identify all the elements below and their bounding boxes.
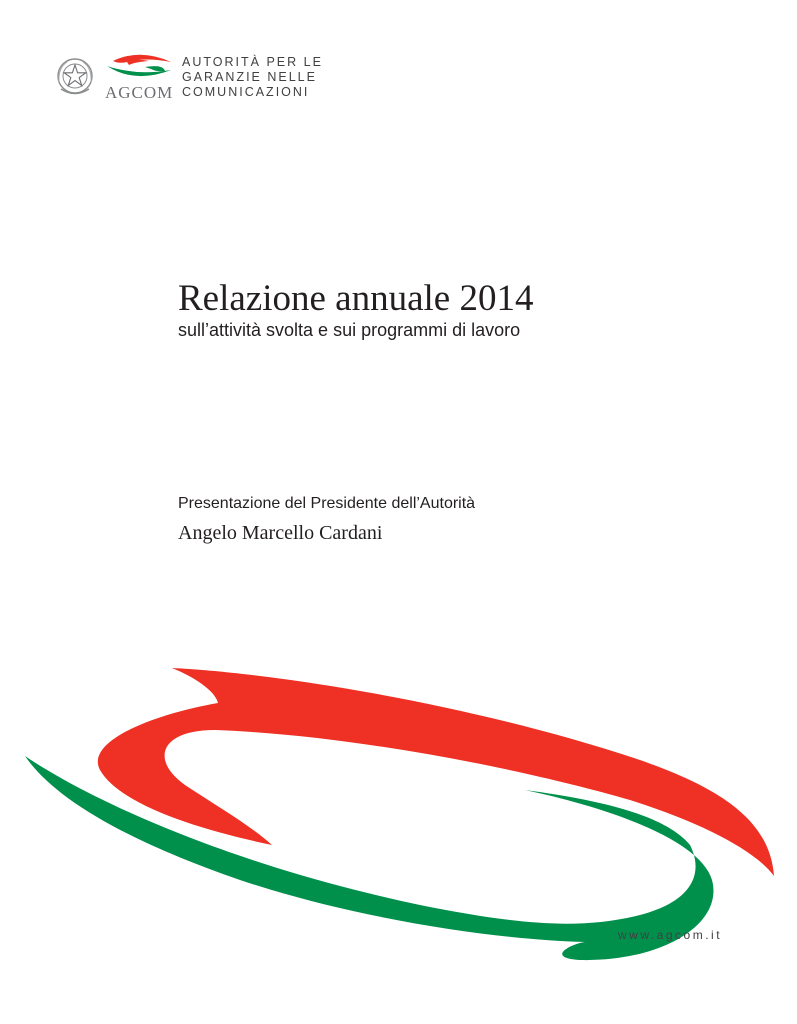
- website-link[interactable]: www.agcom.it: [618, 928, 723, 942]
- report-title: Relazione annuale 2014: [178, 278, 534, 319]
- logo-name-line-2: GARANZIE NELLE: [182, 70, 317, 84]
- logo-authority-name: [182, 55, 347, 100]
- logo-acronym: AGCOM: [105, 83, 174, 102]
- agcom-logo-mark-icon: [105, 52, 175, 82]
- logo-name-line-1: AUTORITÀ PER LE: [182, 55, 323, 69]
- report-subtitle: sull’attività svolta e sui programmi di lavoro: [178, 320, 521, 340]
- presentation-line: Presentazione del Presidente dell’Autorità: [178, 495, 476, 512]
- president-name: Angelo Marcello Cardani: [178, 522, 383, 544]
- logo-name-line-3: COMUNICAZIONI: [182, 85, 310, 99]
- header-logo: [55, 52, 345, 108]
- italian-republic-emblem-icon: [55, 56, 95, 98]
